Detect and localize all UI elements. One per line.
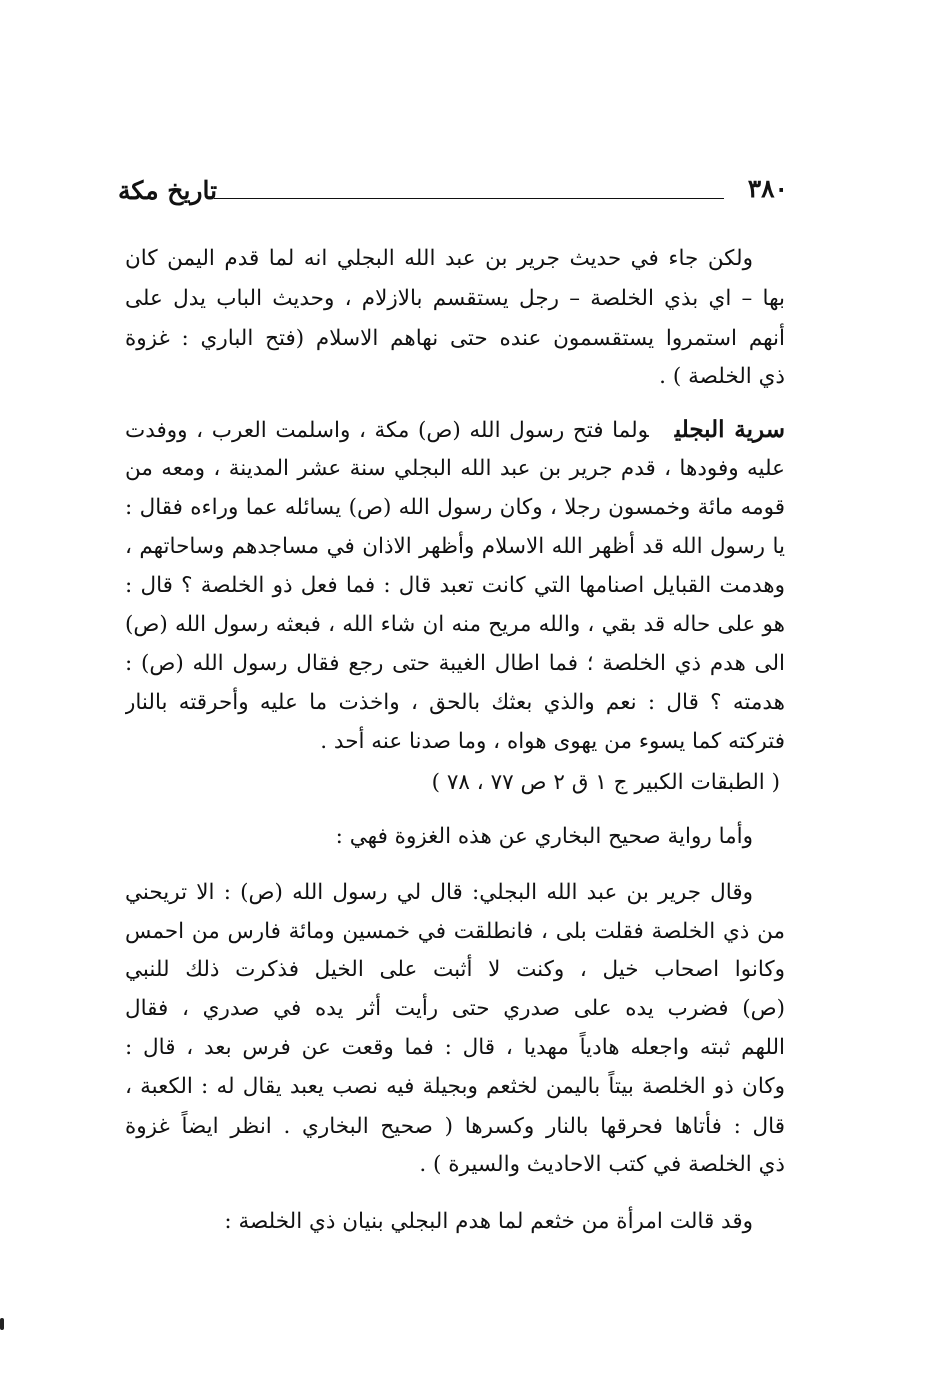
section-line: قومه مائة وخمسون رجلا ، وكان رسول الله (ص) يسائله عما وراءه فقال : — [125, 495, 785, 520]
intro-bukhari: وأما رواية صحيح البخاري عن هذه الغزوة فهي : — [335, 824, 753, 849]
paragraph-3-line: ذي الخلصة في كتب الاحاديث والسيرة ) . — [419, 1152, 785, 1177]
paragraph-1-line: أنهم استمروا يستقسمون عنده حتى نهاهم الاسلام (فتح الباري : غزوة — [125, 326, 785, 351]
page-number: ٣٨٠ — [747, 174, 788, 203]
section-line: يا رسول الله قد أظهر الله الاسلام وأظهر الاذان في مساجدهم وساحاتهم ، — [125, 534, 785, 559]
paragraph-1-line: بها – اي بذي الخلصة – رجل يستقسم بالازلام ، وحديث الباب يدل على — [125, 286, 785, 311]
section-line: هدمته ؟ قال : نعم والذي بعثك بالحق ، واخذت ما عليه وأحرقته بالنار — [125, 690, 785, 715]
page-header — [118, 172, 788, 212]
citation: ( الطبقات الكبير ج ١ ق ٢ ص ٧٧ ، ٧٨ ) — [431, 770, 780, 795]
paragraph-3-line: قال : فأتاها فحرقها بالنار وكسرها ( صحيح البخاري . انظر ايضاً غزوة — [125, 1114, 785, 1139]
paragraph-3-line: وكان ذو الخلصة بيتاً باليمن لخثعم وبجيلة فيه نصب يعبد يقال له : الكعبة ، — [125, 1074, 785, 1099]
closing-line: وقد قالت امرأة من خثعم لما هدم البجلي بنيان ذي الخلصة : — [224, 1209, 753, 1234]
section-line: هو على حاله قد بقي ، والله مريح منه ان شاء الله ، فبعثه رسول الله (ص) — [125, 612, 785, 637]
section-line: فتركته كما يسوء من يهوى هواه ، وما صدنا عنه أحد . — [320, 729, 785, 754]
scan-speck — [0, 1318, 4, 1330]
section-line: عليه وفودها ، قدم جرير بن عبد الله البجلي سنة عشر المدينة ، ومعه من — [125, 456, 785, 481]
paragraph-1-line: ذي الخلصة ) . — [659, 364, 785, 389]
section-line: وهدمت القبايل اصنامها التي كانت تعبد قال : فما فعل ذو الخلصة ؟ قال : — [125, 573, 785, 598]
paragraph-1-line: ولكن جاء في حديث جرير بن عبد الله البجلي انه لما قدم اليمن كان — [125, 246, 753, 271]
section-first-line-text: ولما فتح رسول الله (ص) مكة ، واسلمت العرب ، ووفدت — [125, 418, 649, 443]
section-first-line — [125, 413, 785, 448]
section-line: الى هدم ذي الخلصة ؛ فما اطال الغيبة حتى رجع فقال رسول الله (ص) : — [125, 651, 785, 676]
header-rule — [214, 198, 724, 199]
paragraph-3-line: (ص) فضرب يده على صدري حتى رأيت أثر يده في صدري ، فقال — [125, 996, 785, 1021]
paragraph-3-line: اللهم ثبته واجعله هادياً مهديا ، قال : فما وقعت عن فرس بعد ، قال : — [125, 1035, 785, 1060]
book-title: تاريخ مكة — [118, 176, 218, 205]
section-side-title: سرية البجلي — [674, 416, 785, 443]
paragraph-3-line: وكانوا اصحاب خيل ، وكنت لا أثبت على الخيل فذكرت ذلك للنبي — [125, 957, 785, 982]
paragraph-3-line: من ذي الخلصة فقلت بلى ، فانطلقت في خمسين ومائة فارس من احمس — [125, 919, 785, 944]
paragraph-3-line: وقال جرير بن عبد الله البجلي: قال لي رسول الله (ص) : الا تريحني — [125, 880, 753, 905]
